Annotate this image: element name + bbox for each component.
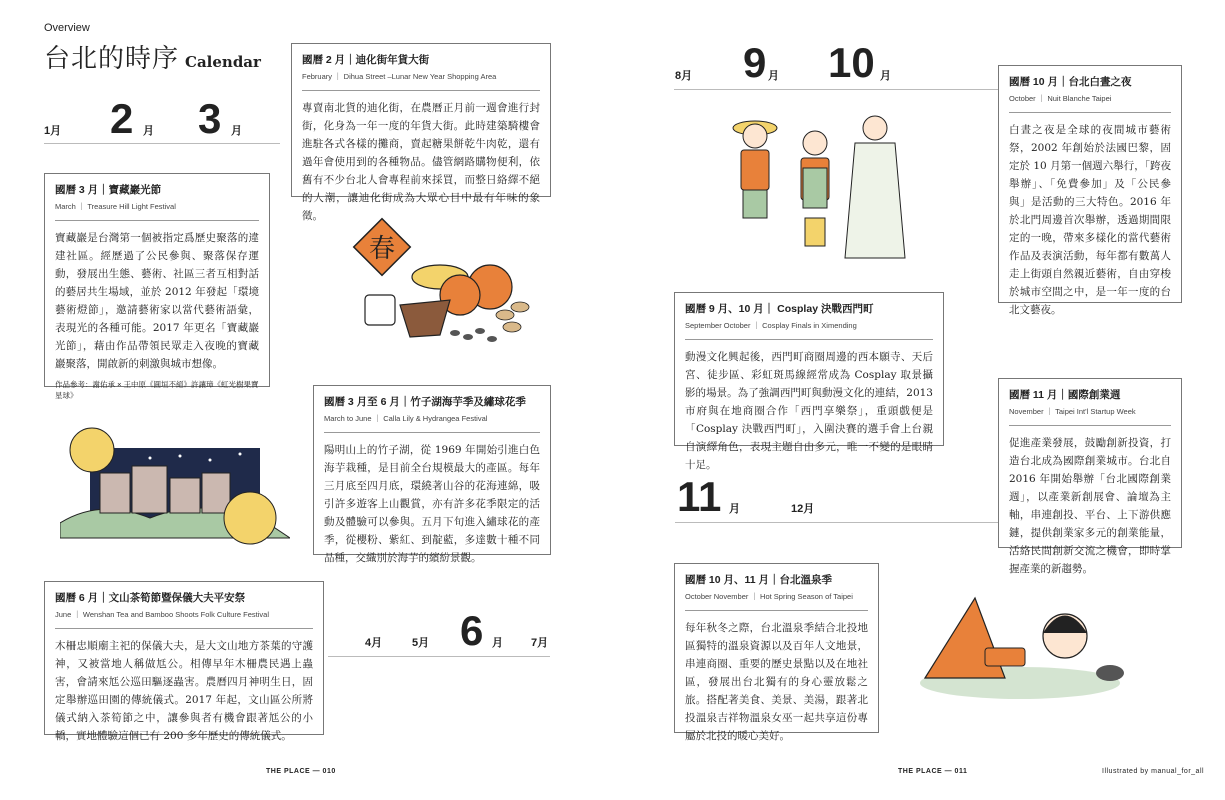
- card-divider: [302, 90, 540, 91]
- cosplayer-cap-icon: [801, 131, 829, 246]
- event-card-nuit-blanche: [998, 65, 1182, 316]
- event-card-hot-spring: [674, 563, 879, 742]
- month-1: 1月: [44, 125, 62, 137]
- month-3: 3: [198, 95, 222, 142]
- card-credit: 作品參考：謝佑承 × 王中原《圓垣不絕》許讓璋《虹光樹果寶星球》: [55, 380, 259, 400]
- card-body: 動漫文化興起後，西門町商圈周邊的西本願寺、天后宮、徒步區、彩虹斑馬線經常成為 Cosplay 取景攝影的場景。為了強調西門町與動漫文化的連結，2013 市府與在地商圈合作「西門享樂祭」，重頭戲便是「Cosplay 決戰西門町」，入圍決賽的選手會上台親自演繹角色，表現主題自由多元，唯一不變的是眼睛十足。: [685, 351, 933, 471]
- card-title: 國曆 11 月｜國際創業週: [1009, 389, 1121, 401]
- card-body: 木柵忠順廟主祀的保儀大夫，是大文山地方茶葉的守護神，又被當地人稱做尪公。相傳早年木柵農民遇上蟲害，會請來尪公巡田驅逐蟲害。農曆四月神明生日，固定舉辦巡田園的傳統儀式。2017 年起，文山區公所將儀式納入茶筍節之中，讓參與者有機會跟著尪公的小轎，實地體驗這個已有 200 多年歷史的傳統儀式。: [55, 640, 313, 742]
- card-body: 促進產業發展，鼓勵創新投資，打造台北成為國際創業城市。台北自 2016 年開始舉辦「台北國際創業週」，以產業新創展會、論壇為主軸，串連創投、平台、上下游供應鏈，提供創業家多元的創業能量，活絡民間創新交流之機會，即時掌握產業的新趨勢。: [1009, 437, 1171, 575]
- hot-spring-illustration: [915, 588, 1125, 708]
- event-card-startup-week: [998, 378, 1182, 575]
- card-subtitle: March to June ｜ Calla Lily & Hydrangea Festival: [324, 414, 488, 423]
- month-11-suffix: 月: [729, 503, 740, 515]
- light-ball-icon: [70, 428, 114, 472]
- month-7: 7月: [531, 637, 549, 649]
- card-body: 專賣南北貨的迪化街，在農曆正月前一週會進行封街，化身為一年一度的年貨大街。此時建築騎樓會進駐各式各樣的攤商，賣起糖果餅乾牛肉乾，還有過年會使用到的各種物品。儘管網路購物便利，依舊有不少台北人會專程前來採買，而整日絡繹不絕的人潮，讓迪化街成為大眾心目中最有年味的象徵。: [302, 102, 540, 222]
- card-title: 國曆 6 月｜文山茶筍節暨保儀大夫平安祭: [55, 592, 246, 604]
- page-number-right: THE PLACE — 011: [898, 768, 968, 775]
- month-9: 9: [743, 39, 767, 86]
- month-divider: [328, 656, 550, 657]
- seeds-icon: [450, 328, 497, 342]
- card-subtitle: October November ｜ Hot Spring Season of Taipei: [685, 592, 853, 601]
- cosplayer-straw-hat-icon: [733, 121, 777, 218]
- month-3-suffix: 月: [231, 125, 242, 137]
- event-card-june: [44, 581, 324, 742]
- month-divider: [675, 522, 1001, 523]
- month-6-suffix: 月: [492, 637, 503, 649]
- month-10-suffix: 月: [880, 70, 891, 82]
- card-title: 國曆 3 月至 6 月｜竹子湖海芋季及繡球花季: [324, 396, 526, 408]
- card-title: 國曆 2 月｜迪化街年貨大街: [302, 54, 430, 66]
- card-divider: [1009, 425, 1171, 426]
- month-2-suffix: 月: [143, 125, 154, 137]
- cosplay-characters-illustration: [725, 108, 915, 268]
- card-subtitle: October ｜ Nuit Blanche Taipei: [1009, 94, 1112, 103]
- card-title: 國曆 10 月、11 月｜台北溫泉季: [685, 574, 833, 586]
- dried-food-icon: [400, 300, 450, 337]
- spring-couplet-char: 春: [368, 234, 396, 264]
- month-divider: [44, 143, 280, 144]
- month-8: 8月: [675, 70, 693, 82]
- treasure-hill-illustration: [60, 418, 290, 548]
- title-en: Calendar: [185, 53, 261, 71]
- card-divider: [685, 339, 933, 340]
- card-subtitle: March ｜ Treasure Hill Light Festival: [55, 202, 176, 211]
- new-year-goods-illustration: [340, 215, 540, 355]
- card-divider: [55, 628, 313, 629]
- month-divider: [674, 89, 1000, 90]
- light-ball-icon: [224, 492, 276, 544]
- card-subtitle: June ｜ Wenshan Tea and Bamboo Shoots Folk Culture Festival: [55, 610, 270, 619]
- card-body: 寶藏巖是台灣第一個被指定爲歷史聚落的違建社區。經歷過了公民參與、聚落保存運動，發展出生態、藝術、社區三者互相對話的藝居共生場域，並於 2012 年發起「環境藝術燈節」，邀請藝術家以當代藝術語彙，表現光的各種可能。2017 年更名「寶藏巖光節」，藉由作品帶領民眾走入夜晚的寶藏巖聚落，開啟新的刺激與城市想像。: [55, 232, 259, 370]
- card-subtitle: February ｜ Dihua Street –Lunar New Year Shopping Area: [302, 72, 497, 81]
- month-11: 11: [677, 473, 722, 520]
- card-subtitle: November ｜ Taipei Int'l Startup Week: [1009, 407, 1136, 416]
- candy-box-icon: [365, 295, 395, 325]
- card-divider: [1009, 112, 1171, 113]
- illustration-credit: Illustrated by manual_for_all: [1102, 768, 1205, 775]
- month-5: 5月: [412, 637, 430, 649]
- card-subtitle: September October ｜ Cosplay Finals in Ximending: [685, 321, 857, 330]
- spring-couplet-icon: [354, 219, 411, 276]
- cosplayer-elder-icon: [845, 116, 905, 258]
- card-divider: [324, 432, 540, 433]
- card-body: 每年秋冬之際，台北溫泉季結合北投地區獨特的溫泉資源以及百年人文地景，串連商圈、重要的歷史景點以及在地社區，發展出台北獨有的身心靈放鬆之旅。搭配著美食、美景、美湯，跟著北投溫泉吉祥物溫泉女巫一起共享這份專屬於北投的暖心美好。: [685, 622, 868, 742]
- month-2: 2: [110, 95, 134, 142]
- event-card-march: [44, 173, 270, 400]
- towel-icon: [985, 648, 1025, 666]
- month-10: 10: [828, 39, 875, 86]
- card-divider: [685, 610, 868, 611]
- card-body: 陽明山上的竹子湖，從 1969 年開始引進白色海芋栽種，是目前全台規模最大的產區。每年三月底至四月底，環繞著山谷的花海連綿，吸引許多遊客上山觀賞，亦有許多花季限定的活動及體驗可以參與。五月下旬進入繡球花的產季，從櫻粉、紫紅、到靛藍，多達數十種不同品種，交織別於海芋的繽紛景觀。: [324, 444, 540, 564]
- month-12: 12月: [791, 503, 815, 515]
- title-zh: 台北的時序: [44, 44, 180, 74]
- month-9-suffix: 月: [768, 70, 779, 82]
- houses-icon: [100, 466, 230, 513]
- card-divider: [55, 220, 259, 221]
- month-6: 6: [460, 607, 484, 654]
- card-title: 國曆 10 月｜台北白晝之夜: [1009, 76, 1132, 88]
- page-number-left: THE PLACE — 010: [266, 768, 336, 775]
- page-title: [44, 38, 261, 75]
- month-4: 4月: [365, 637, 383, 649]
- section-label: Overview: [44, 22, 90, 34]
- event-card-february: [291, 43, 551, 222]
- card-body: 白晝之夜是全球的夜間城市藝術祭，2002 年創始於法國巴黎，固定於 10 月第一個週六舉行，「跨夜舉辦」、「免費參加」及「公民參與」是活動的三大特色。2016 年於北門周邊首次舉辦，透過期間限定的一晚，帶來多樣化的當代藝術作品及表演活動，每年都有數萬人走上街頭自然親近藝術，自由穿梭於城市空間之中，是一年一度的台北文藝夜。: [1009, 124, 1171, 316]
- card-title: 國曆 9 月、10 月｜ Cosplay 決戰西門町: [685, 303, 874, 315]
- event-card-calla-lily: [313, 385, 551, 564]
- hair-icon: [1043, 616, 1087, 634]
- event-card-cosplay: [674, 292, 944, 471]
- card-title: 國曆 3 月｜寶藏巖光節: [55, 184, 162, 196]
- rock-icon: [1096, 665, 1124, 681]
